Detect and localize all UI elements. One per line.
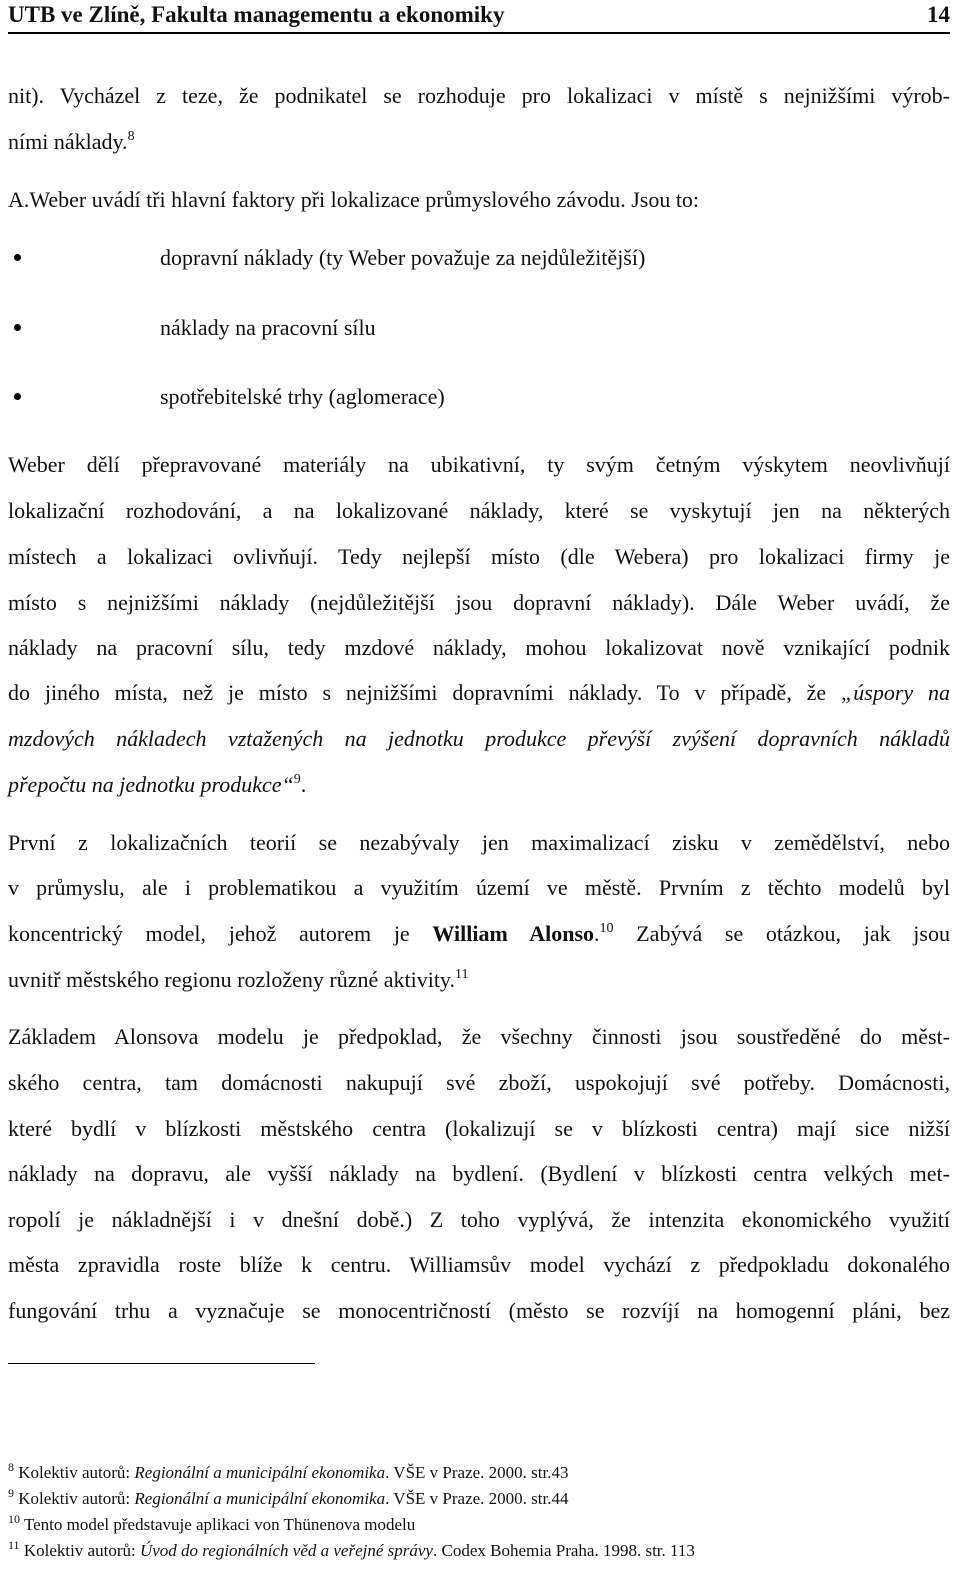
paragraph-2-line-3: místech a lokalizaci ovlivňují. Tedy nejlepší místo (dle Webera) pro lokalizaci firmy je xyxy=(8,544,950,569)
footnote-ref-11[interactable]: 11 xyxy=(455,967,469,982)
footnote-ref-8[interactable]: 8 xyxy=(127,129,135,144)
footnote-11: $^{11}$ Kolektiv autorů: Úvod do regionálních věd a veřejné správy. Codex Bohemia Praha. 1998. str. 113 xyxy=(8,1538,695,1560)
paragraph-4-line-4: náklady na dopravu, ale vyšší náklady na bydlení. (Bydlení v blízkosti centra velkých met- xyxy=(8,1161,950,1186)
header-rule xyxy=(8,32,950,34)
paragraph-2-line-1: Weber dělí přepravované materiály na ubikativní, ty svým četným výskytem neovlivňují xyxy=(8,452,950,477)
bullet-item-1: dopravní náklady (ty Weber považuje za nejdůležitější) xyxy=(160,245,646,270)
bullet-item-3: spotřebitelské trhy (aglomerace) xyxy=(160,384,445,409)
bullet-dot xyxy=(14,254,21,261)
paragraph-3-line-2: v průmyslu, ale i problematikou a využitím území ve městě. Prvním z těchto modelů byl xyxy=(8,875,950,900)
paragraph-3-line-3: koncentrický model, jehož autorem je William Alonso.$^{10}$ Zabývá se otázkou, jak jsou xyxy=(8,921,950,946)
bullet-dot xyxy=(14,324,21,331)
paragraph-2-line-4: místo s nejnižšími náklady (nejdůležitější jsou dopravní náklady). Dále Weber uvádí, že xyxy=(8,590,950,615)
paragraph-3-line-1: První z lokalizačních teorií se nezabývaly jen maximalizací zisku v zemědělství, nebo xyxy=(8,830,950,855)
footnote-10: $^{10}$ Tento model představuje aplikaci von Thünenova modelu xyxy=(8,1512,416,1534)
paragraph-1-line-2: ními náklady.$^8$ xyxy=(8,129,135,154)
footnote-ref-10[interactable]: 10 xyxy=(599,921,614,936)
bullet-item-2: náklady na pracovní sílu xyxy=(160,315,376,340)
paragraph-2-line-2: lokalizační rozhodování, a na lokalizované náklady, které se vyskytují jen na některých xyxy=(8,498,950,523)
header-title: UTB ve Zlíně, Fakulta managementu a ekonomiky xyxy=(8,2,505,27)
paragraph-2-line-8: přepočtu na jednotku produkce“$^9$. xyxy=(8,772,307,797)
footnote-9: $^9$ Kolektiv autorů: Regionální a municipální ekonomika. VŠE v Praze. 2000. str.44 xyxy=(8,1486,569,1508)
footnote-rule xyxy=(8,1363,315,1364)
paragraph-4-line-7: fungování trhu a vyznačuje se monocentričností (město se rozvíjí na homogenní pláni, bez xyxy=(8,1298,950,1323)
bullet-dot xyxy=(14,393,21,400)
footnote-ref-9[interactable]: 9 xyxy=(293,772,301,787)
paragraph-4-line-2: ského centra, tam domácnosti nakupují své zboží, uspokojují své potřeby. Domácnosti, xyxy=(8,1070,950,1095)
paragraph-1-line-1: nit). Vycházel z teze, že podnikatel se rozhoduje pro lokalizaci v místě s nejnižšími výrob- xyxy=(8,83,950,108)
paragraph-4-line-1: Základem Alonsova modelu je předpoklad, že všechny činnosti jsou soustředěné do měst- xyxy=(8,1024,950,1049)
paragraph-4-line-3: které bydlí v blízkosti městského centra (lokalizují se v blízkosti centra) mají sice nižší xyxy=(8,1116,950,1141)
paragraph-2-line-6: do jiného místa, než je místo s nejnižšími dopravními náklady. To v případě, že „úspory na xyxy=(8,680,950,705)
quote-start: „úspory na xyxy=(841,680,950,705)
page-header xyxy=(8,0,950,30)
paragraph-4-line-5: ropolí je nákladnější i v dnešní době.) Z toho vyplývá, že intenzita ekonomického využití xyxy=(8,1207,950,1232)
paragraph-3-line-4: uvnitř městského regionu rozloženy různé aktivity.$^{11}$ xyxy=(8,967,469,992)
author-name: William Alonso xyxy=(432,921,595,946)
page-number: 14 xyxy=(927,2,950,27)
footnote-8: $^8$ Kolektiv autorů: Regionální a municipální ekonomika. VŠE v Praze. 2000. str.43 xyxy=(8,1460,569,1482)
intro-line: A.Weber uvádí tři hlavní faktory při lokalizace průmyslového závodu. Jsou to: xyxy=(8,187,700,212)
paragraph-2-line-7: mzdových nákladech vztažených na jednotku produkce převýší zvýšení dopravních nákladů xyxy=(8,726,950,751)
paragraph-4-line-6: města zpravidla roste blíže k centru. Williamsův model vychází z předpokladu dokonalého xyxy=(8,1252,950,1277)
paragraph-2-line-5: náklady na pracovní sílu, tedy mzdové náklady, mohou lokalizovat nově vznikající podnik xyxy=(8,635,950,660)
